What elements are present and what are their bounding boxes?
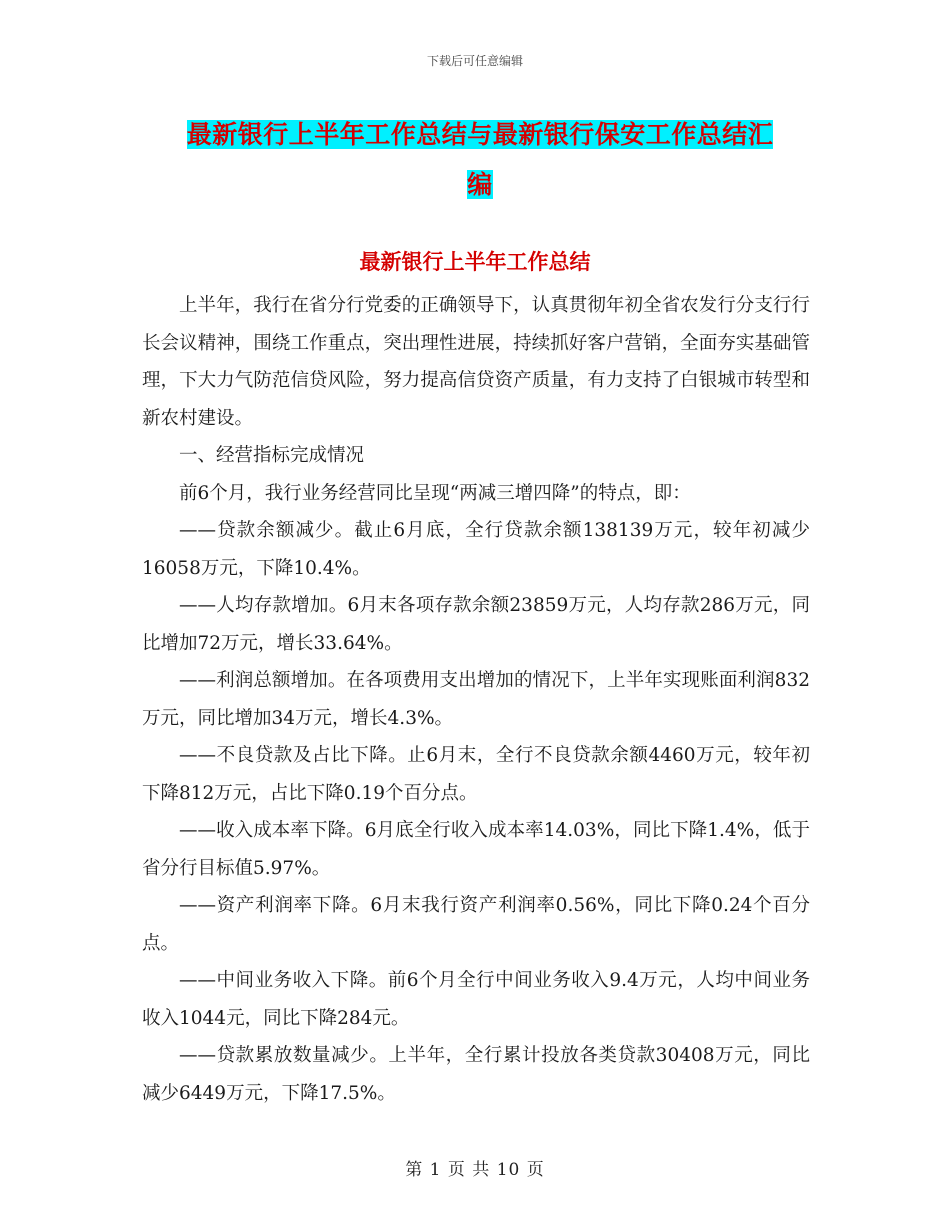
paragraph: ——人均存款增加。6月末各项存款余额23859万元，人均存款286万元，同比增加72万元，增长33.64%。 <box>142 595 810 654</box>
paragraph: 前6个月，我行业务经营同比呈现“两减三增四降”的特点，即： <box>179 482 691 504</box>
document-title-line-1: 最新银行上半年工作总结与最新银行保安工作总结汇 <box>186 120 774 149</box>
paragraph: ——收入成本率下降。6月底全行收入成本率14.03%，同比下降1.4%，低于省分行目标值5.97%。 <box>142 820 810 879</box>
paragraph: ——不良贷款及占比下降。止6月末，全行不良贷款余额4460万元，较年初下降812万元，占比下降0.19个百分点。 <box>142 745 810 804</box>
page-number-footer: 第 1 页 共 10 页 <box>405 1160 545 1180</box>
paragraph: ——中间业务收入下降。前6个月全行中间业务收入9.4万元，人均中间业务收入1044元，同比下降284元。 <box>142 970 810 1029</box>
paragraph: 上半年，我行在省分行党委的正确领导下，认真贯彻年初全省农发行分支行行长会议精神，围绕工作重点，突出理性进展，持续抓好客户营销，全面夯实基础管理，下大力气防范信贷风险，努力提高信贷资产质量，有力支持了白银城市转型和新农村建设。 <box>142 295 810 429</box>
document-body <box>142 287 810 1112</box>
paragraph: 一、经营指标完成情况 <box>179 445 365 466</box>
paragraph: ——资产利润率下降。6月末我行资产利润率0.56%，同比下降0.24个百分点。 <box>142 895 810 954</box>
document-title-line-2: 编 <box>467 170 493 199</box>
paragraph: ——利润总额增加。在各项费用支出增加的情况下，上半年实现账面利润832万元，同比增加34万元，增长4.3%。 <box>142 670 810 729</box>
paragraph: ——贷款累放数量减少。上半年，全行累计投放各类贷款30408万元，同比减少6449万元，下降17.5%。 <box>142 1045 810 1104</box>
section-title: 最新银行上半年工作总结 <box>359 249 591 274</box>
paragraph: ——贷款余额减少。截止6月底，全行贷款余额138139万元，较年初减少16058万元，下降10.4%。 <box>142 520 810 579</box>
document-title <box>150 110 810 210</box>
page-header-note: 下载后可任意编辑 <box>426 54 523 68</box>
